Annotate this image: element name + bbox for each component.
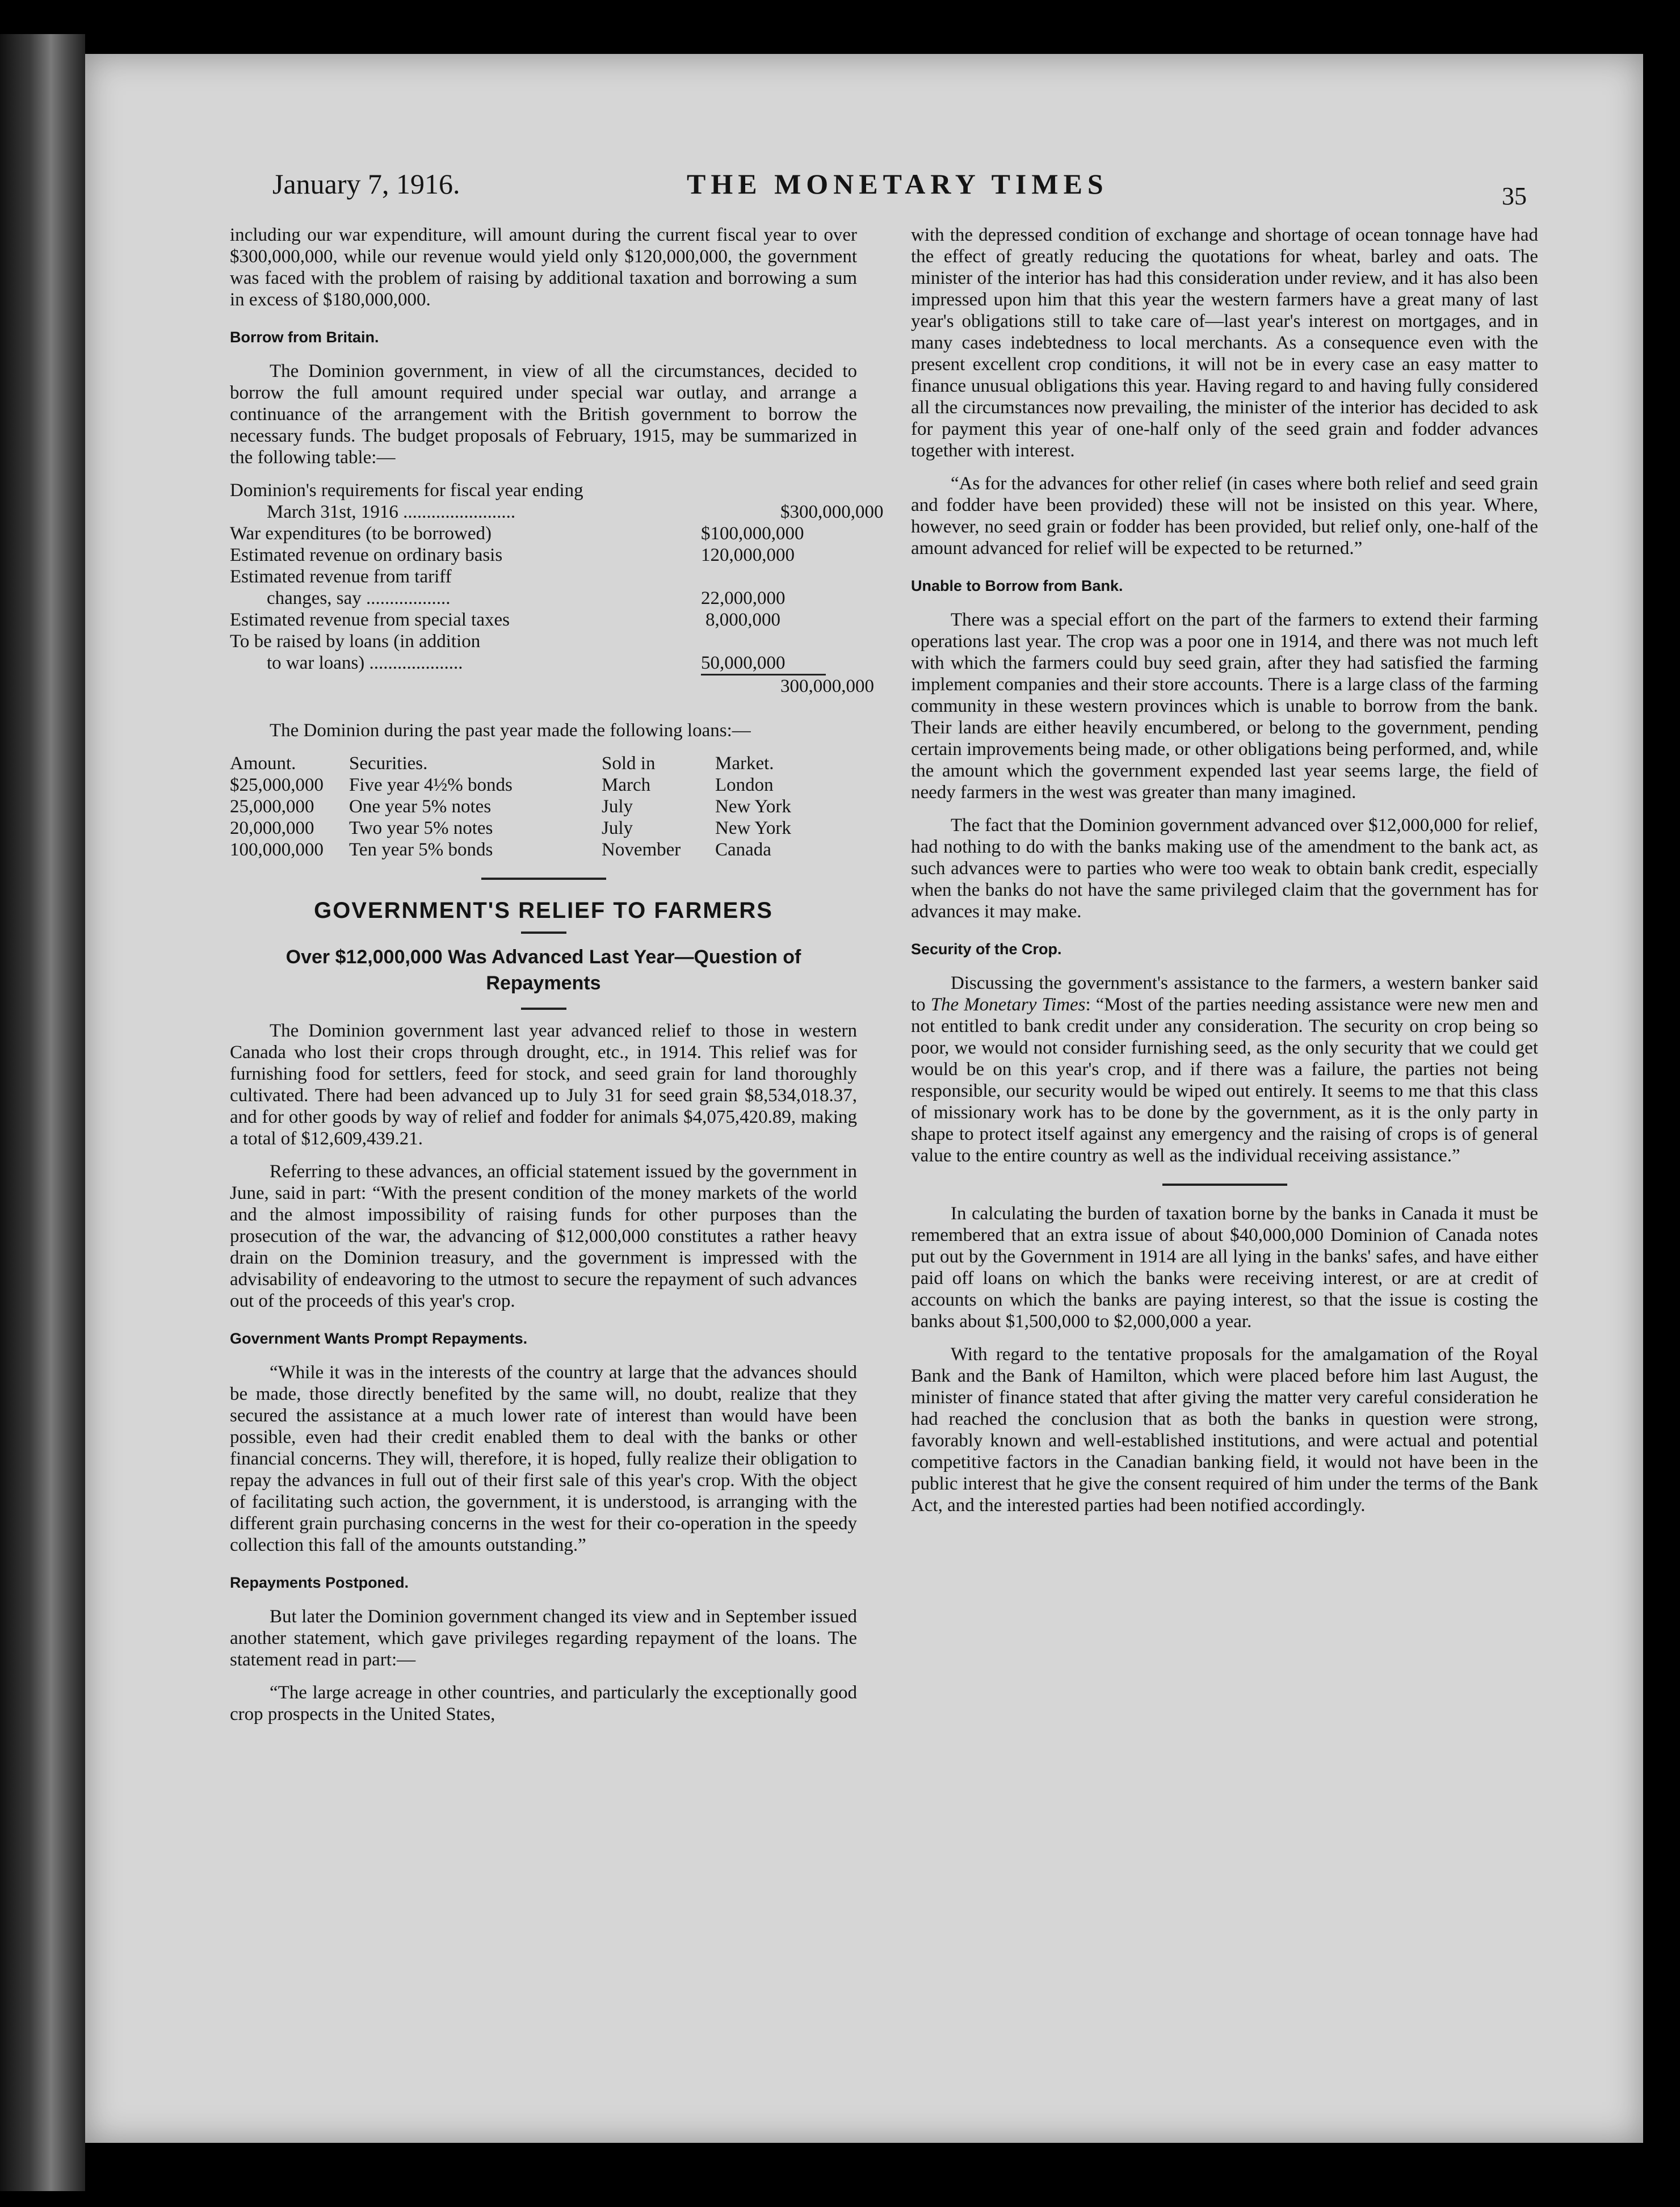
table-row (230, 774, 857, 796)
budget-label: To be raised by loans (in addition (230, 631, 481, 652)
table-cell: One year 5% notes (349, 796, 492, 817)
budget-value: 50,000,000 (701, 653, 786, 673)
subhead-rule (521, 1008, 566, 1010)
budget-label: changes, say .................. (267, 588, 451, 609)
budget-value: $100,000,000 (701, 523, 804, 544)
budget-row (230, 501, 884, 523)
loans-table (230, 753, 857, 861)
budget-row (230, 480, 857, 501)
paragraph-prompt-repayments: “While it was in the interests of the country at large that the advances should be made, those directly benefited by the same will, no doubt, realize that they secured the assistance at a much lower rate of interest than would have been possible, even had their credit enabled them to deal with the banks or other financial concerns. They will, therefore, it is hoped, fully realize their obligation to repay the advances in full out of their first sale of this year's crop. With the object of facilitating such action, the government, it is understood, is arranging with the different grain purchasing concerns in the west for their co-operation in the speedy collection this fall of the amounts outstanding.” (230, 1362, 857, 1555)
table-cell: 20,000,000 (230, 818, 314, 838)
table-cell: London (715, 775, 774, 795)
budget-label: Estimated revenue on ordinary basis (230, 545, 503, 565)
headline-rule (521, 932, 566, 934)
subheading-security-of-crop: Security of the Crop. (911, 941, 1062, 958)
budget-value: 120,000,000 (701, 545, 795, 565)
paragraph-postponed-2: “The large acreage in other countries, and particularly the exceptionally good crop prospects in the United States, (230, 1682, 857, 1725)
budget-label: Estimated revenue from tariff (230, 567, 452, 587)
budget-row (230, 588, 857, 609)
paragraph-postponed-1: But later the Dominion government changed its view and in September issued another statement, which gave privileges regarding repayment of the loans. The statement read in part:— (230, 1606, 857, 1670)
budget-label: Estimated revenue from special taxes (230, 610, 510, 630)
section-divider (1162, 1184, 1287, 1186)
article-subheadline: Over $12,000,000 Was Advanced Last Year—Question of Repayments (285, 946, 801, 994)
budget-table (230, 480, 884, 697)
budget-row (230, 675, 874, 697)
table-cell: March (602, 775, 651, 795)
paragraph-relief-1: The Dominion government last year advanced relief to those in western Canada who lost their crops through drought, etc., in 1914. This relief was for furnishing food for settlers, feed for stock, and seed grain for land thoroughly cultivated. There had been advanced up to July 31 for seed grain $8,534,018.37, and for other goods by way of relief and fodder for animals $4,075,420.89, making a total of $12,609,439.21. (230, 1021, 857, 1149)
table-cell: Canada (715, 840, 771, 860)
paragraph-intro: including our war expenditure, will amount during the current fiscal year to over $300,000,000, while our revenue would yield only $120,000,000, the government was faced with the problem of raising by additional taxation and borrowing a sum in excess of $180,000,000. (230, 225, 857, 310)
column-header: Securities. (349, 753, 428, 774)
table-cell: Five year 4½% bonds (349, 775, 513, 795)
table-cell: July (602, 818, 633, 838)
paragraph-borrow: The Dominion government, in view of all the circumstances, decided to borrow the full amount required under special war outlay, and arrange a continuance of the arrangement with the British government to borrow the necessary funds. The budget proposals of February, 1915, may be summarized in the following table:— (230, 361, 857, 468)
table-cell: 25,000,000 (230, 796, 314, 817)
table-cell: Ten year 5% bonds (349, 840, 493, 860)
table-header-row (230, 753, 857, 774)
issue-date: January 7, 1916. (272, 168, 460, 200)
budget-row (230, 631, 857, 652)
table-cell: November (602, 840, 681, 860)
paragraph-other-relief: “As for the advances for other relief (in cases where both relief and seed grain and fodder have been provided) these will not be insisted on this year. Where, however, no seed grain or fodder has been provided, but relief only, one-half of the amount advanced for relief will be expected to be returned.” (911, 473, 1538, 559)
table-cell: 100,000,000 (230, 840, 324, 860)
budget-row (230, 566, 857, 588)
budget-value: 22,000,000 (701, 588, 786, 609)
budget-row (230, 609, 857, 631)
budget-row (230, 544, 857, 566)
paragraph-continued: with the depressed condition of exchange and shortage of ocean tonnage have had the effect of greatly reducing the quotations for wheat, barley and oats. The minister of the interior has had this consideration under review, and it has also been impressed upon him that this year the western farmers have a great many of last year's obligations still to take care of—last year's interest on mortgages, and in many cases indebtedness to local merchants. As a consequence even with the present excellent crop conditions, it will not be in every case an easy matter to finance unusual obligations this year. Having regard to and having fully considered all the circumstances now prevailing, the minister of the interior has decided to ask for payment this year of one-half only of the seed grain and fodder advances together with interest. (911, 225, 1538, 461)
paragraph-relief-2: Referring to these advances, an official statement issued by the government in June, said in part: “With the present condition of the money markets of the world and the almost impossibility of raising funds for other purposes than the prosecution of the war, the advancing of $12,000,000 constitutes a rather heavy drain on the Dominion treasury, and the government is impressed with the advisability of endeavoring to the utmost to secure the repayment of such advances out of the proceeds of this year's crop. (230, 1161, 857, 1311)
table-row (230, 796, 857, 817)
subheading-prompt-repayments: Government Wants Prompt Repayments. (230, 1330, 528, 1347)
publication-title: THE MONETARY TIMES (687, 168, 1108, 200)
right-column (911, 224, 1538, 1528)
page-number: 35 (1502, 182, 1527, 210)
page-header (187, 167, 1527, 210)
table-row (230, 817, 857, 839)
left-column (230, 224, 884, 1736)
column-header: Amount. (230, 753, 296, 774)
table-cell: Two year 5% notes (349, 818, 493, 838)
budget-total: 300,000,000 (780, 676, 874, 696)
budget-label: March 31st, 1916 ........................ (267, 502, 516, 522)
book-binding (0, 34, 85, 2191)
paragraph-security (911, 972, 1538, 1167)
subheading-borrow: Borrow from Britain. (230, 329, 379, 346)
table-cell: New York (715, 818, 791, 838)
publication-name-italic: The Monetary Times (930, 995, 1086, 1015)
subheading-repayments-postponed: Repayments Postponed. (230, 1574, 409, 1591)
table-cell: July (602, 796, 633, 817)
paragraph-amalgamation: With regard to the tentative proposals for the amalgamation of the Royal Bank and the Bank of Hamilton, which were placed before him last August, the minister of finance stated that after giving the matter very careful consideration he had reached the conclusion that as both the banks in question were strong, favorably known and well-established institutions, and were actual and potential competitive factors in the Canadian banking field, it would not have been in the public interest that he give the consent required of him under the terms of the Bank Act, and the interested parties had been notified accordingly. (911, 1344, 1538, 1516)
article-headline: GOVERNMENT'S RELIEF TO FARMERS (314, 898, 773, 923)
paragraph-unable-1: There was a special effort on the part of the farmers to extend their farming operations last year. The crop was a poor one in 1914, and there was not much left with which the farmers could buy seed grain, after they had satisfied the farming implement companies and their store accounts. There is a large class of the farming community in these western provinces which is unable to borrow from the bank. Their lands are either heavily encumbered, or belong to the government, pending certain improvements being made, or other obligations being performed, and, while the amount which the government expended last year seems large, the field of needy farmers in the west was greater than many imagined. (911, 610, 1538, 803)
budget-row (230, 652, 857, 674)
paragraph-unable-2: The fact that the Dominion government advanced over $12,000,000 for relief, had nothing to do with the banks making use of the amendment to the bank act, as such advances were to parties who were too weak to obtain bank credit, especially when the banks do not have the same privileged claim that the government has for advances it may make. (911, 815, 1538, 922)
column-header: Market. (715, 753, 774, 774)
table-cell: $25,000,000 (230, 775, 324, 795)
security-text-start: Discussing the government's assistance to the farmers, a western banker said to (911, 973, 1538, 1015)
budget-label: Dominion's requirements for fiscal year ending (230, 480, 583, 501)
paragraph-loans: The Dominion during the past year made the following loans:— (270, 720, 751, 741)
budget-row (230, 523, 857, 544)
security-text-end: : “Most of the parties needing assistance were new men and not entitled to bank credit under any consideration. The security on crop being so poor, we would not consider furnishing seed, as the only security that we could get would be on this year's crop, and if there was a failure, the parties not being responsible, our security would be wiped out entirely. It seems to me that this class of missionary work has to be done by the government, as it is the only party in shape to protect itself against any emergency and the raising of crops is of general value to the entire country as well as the individual receiving assistance.” (911, 995, 1539, 1166)
table-cell: New York (715, 796, 791, 817)
column-header: Sold in (602, 753, 656, 774)
budget-label: War expenditures (to be borrowed) (230, 523, 492, 544)
section-divider (481, 878, 606, 880)
paragraph-taxation: In calculating the burden of taxation borne by the banks in Canada it must be remembered that an extra issue of about $40,000,000 Dominion of Canada notes put out by the Government in 1914 are all lying in the banks' safes, and have either paid off loans on which the banks were receiving interest, or are at credit of accounts on which the banks are paying interest, so that the issue is costing the banks about $1,500,000 to $2,000,000 a year. (911, 1203, 1538, 1332)
budget-value: 8,000,000 (705, 610, 780, 630)
budget-label: to war loans) .................... (267, 653, 463, 673)
budget-value: $300,000,000 (780, 502, 884, 522)
table-row (230, 839, 857, 861)
subheading-unable-to-borrow: Unable to Borrow from Bank. (911, 577, 1123, 594)
